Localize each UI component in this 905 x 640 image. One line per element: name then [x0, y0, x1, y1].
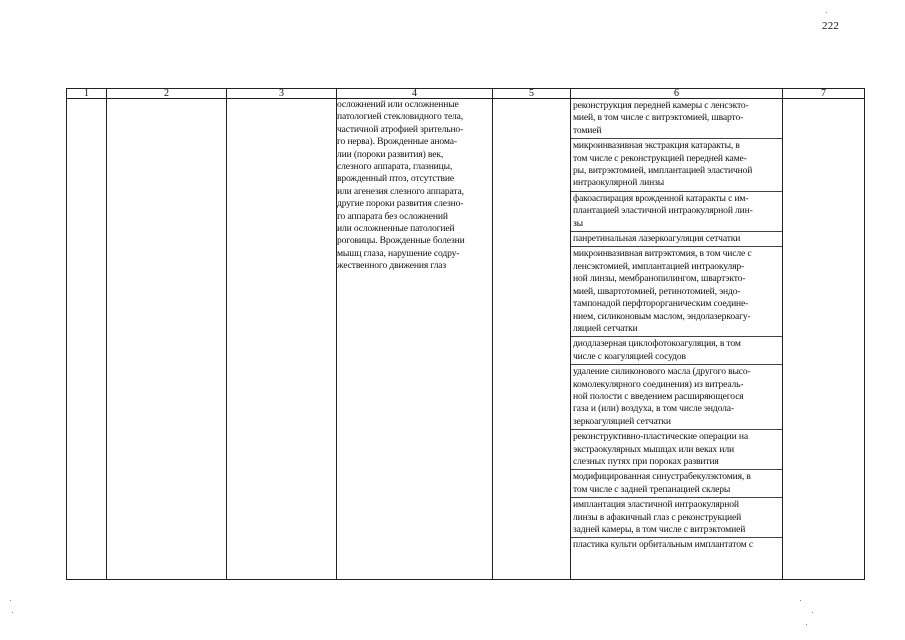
method-item: пластика культи орбитальным имплантатом с [573, 539, 753, 551]
column-header-4: 4 [337, 89, 493, 99]
page-number: 222 [822, 20, 840, 32]
column-header-5: 5 [493, 89, 571, 99]
treatment-methods-cell [571, 99, 783, 580]
column-header-3: 3 [227, 89, 337, 99]
scan-speck [10, 600, 11, 601]
method-item: удаление силиконового масла (другого высо- комолекулярного соединения) из витреаль- ной полости с введением расширяющегося газа и (или) воздуха, в том числе эндола- зеркоагуляцией сетчатки [571, 365, 782, 430]
medical-care-table [66, 88, 865, 580]
treatment-methods-list [571, 99, 782, 579]
scan-speck [12, 612, 13, 613]
diagnosis-text: осложнений или осложненные патологией стекловидного тела, частичной атрофией зрительно- го нерва). Врожденные анома- лии (пороки развития) век, слезного аппарата, глазницы, врожденный птоз, отсутствие или агенезия слезного аппарата, другие пороки развития слезно- го аппарата без осложнений или осложненные патологией роговицы. Врожденные болезни мышц глаза, нарушение содру- жественного движения глаз [337, 99, 493, 580]
method-item: модифицированная синустрабекулэктомия, в том числе с задней трепанацией склеры [571, 470, 782, 498]
method-item: панретинальная лазеркоагуляция сетчатки [571, 232, 782, 247]
cell-col-2 [107, 99, 227, 580]
method-item: факоаспирация врожденной катаракты с им- плантацией эластичной интраокулярной лин- зы [571, 192, 782, 232]
scan-speck [826, 12, 827, 13]
column-header-7: 7 [783, 89, 865, 99]
cell-col-1 [67, 99, 107, 580]
method-item: реконструктивно-пластические операции на экстраокулярных мышцах или веках или слезных путях при пороках развития [571, 430, 782, 470]
method-item: микроинвазивная экстракция катаракты, в том числе с реконструкцией передней каме- ры, витрэктомией, имплантацией эластичной интраокулярной линзы [571, 139, 782, 192]
scan-speck [806, 624, 807, 625]
method-item: реконструкция передней камеры с ленсэкто- мией, в том числе с витрэктомией, шварто- томией [571, 99, 782, 139]
column-header-2: 2 [107, 89, 227, 99]
column-header-1: 1 [67, 89, 107, 99]
method-item: диодлазерная циклофотокоагуляция, в том числе с коагуляцией сосудов [571, 337, 782, 365]
column-number-row [67, 89, 865, 99]
cell-col-3 [227, 99, 337, 580]
method-item: микроинвазивная витрэктомия, в том числе с ленсэктомией, имплантацией интраокуляр- ной линзы, мембранопилингом, швартэкто- мией, швартотомией, ретинотомией, эндо- тампонадой перфторорганическим соедине- нием, силиконовым маслом, эндолазеркоагу- ляцией сетчатки [571, 247, 782, 337]
method-item: имплантация эластичной интраокулярной линзы в афакичный глаз с реконструкцией задней камеры, в том числе с витрэктомией [571, 498, 782, 538]
column-header-6: 6 [571, 89, 783, 99]
scan-speck [800, 600, 801, 601]
table-row [67, 99, 865, 580]
scan-speck [812, 612, 813, 613]
cell-col-7 [783, 99, 865, 580]
cell-col-5 [493, 99, 571, 580]
